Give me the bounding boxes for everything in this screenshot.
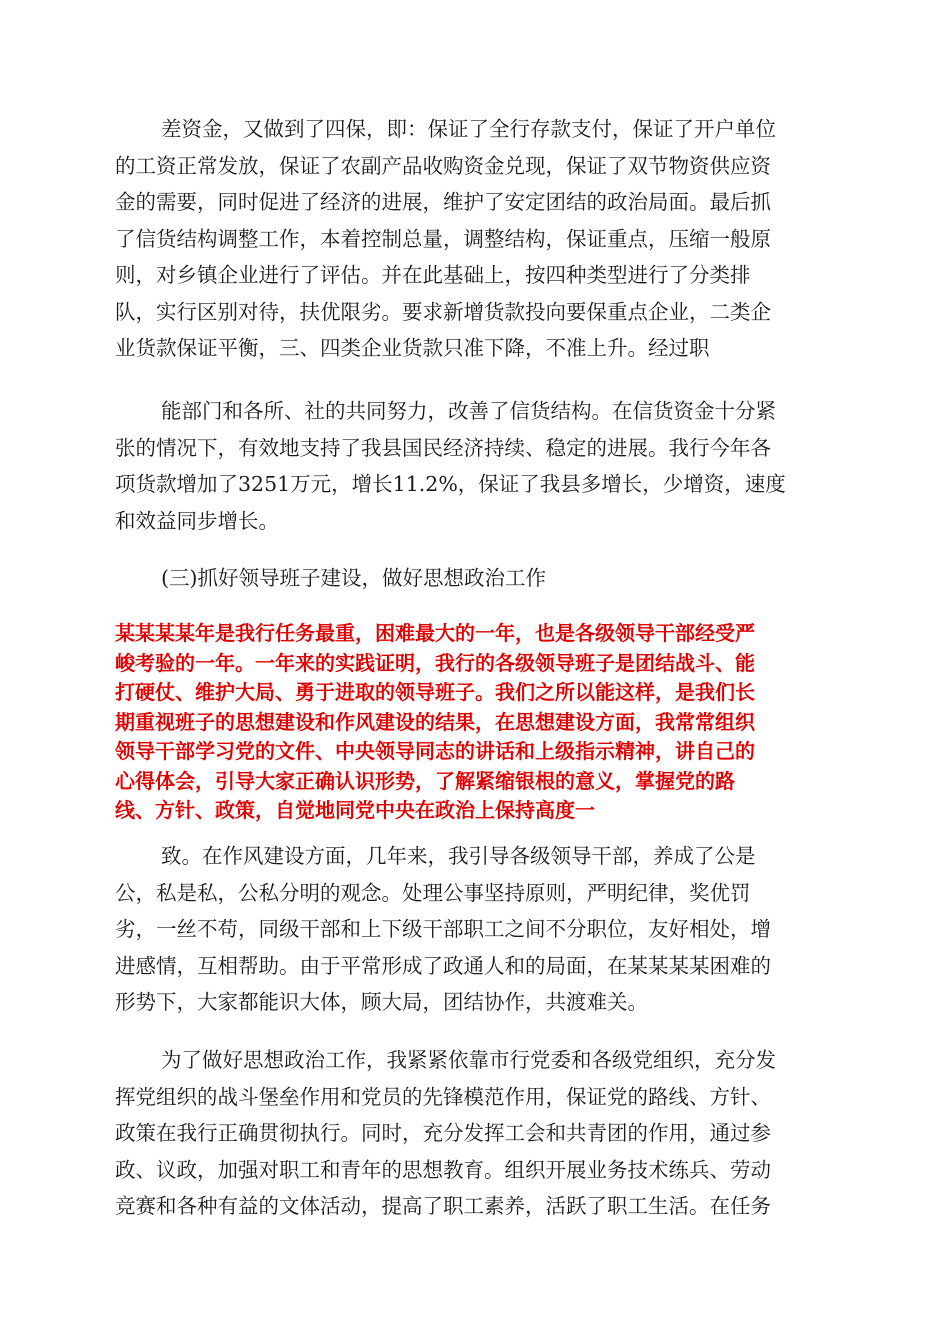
text-line: 形势下，大家都能识大体，顾大局，团结协作，共渡难关。 xyxy=(115,990,648,1014)
section-heading-text: (三)抓好领导班子建设，做好思想政治工作 xyxy=(161,566,546,590)
paragraph-funds-four-guarantees xyxy=(115,111,835,367)
text-line: 金的需要，同时促进了经济的进展，维护了安定团结的政治局面。最后抓 xyxy=(115,190,771,214)
text-line: 某某某某年是我行任务最重，困难最大的一年，也是各级领导干部经受严 xyxy=(115,621,755,645)
text-line: 项货款增加了3251万元，增长11.2%，保证了我县多增长，少增资，速度 xyxy=(115,472,786,496)
text-line: 的工资正常发放，保证了农副产品收购资金兑现，保证了双节物资供应资 xyxy=(115,153,771,178)
text-line: 劣，一丝不苟，同级干部和上下级干部职工之间不分职位，友好相处，增 xyxy=(115,917,771,941)
text-line: 期重视班子的思想建设和作风建设的结果，在思想建设方面，我常常组织 xyxy=(115,709,755,734)
text-line: 打硬仗、维护大局、勇于进取的领导班子。我们之所以能这样，是我们长 xyxy=(115,680,755,704)
text-line: 致。在作风建设方面，几年来，我引导各级领导干部，养成了公是 xyxy=(161,844,756,868)
text-line: 政策在我行正确贯彻执行。同时，充分发挥工会和共青团的作用，通过参 xyxy=(115,1121,771,1145)
paragraph-work-style xyxy=(115,838,835,1021)
section-heading xyxy=(115,560,835,597)
text-line: 能部门和各所、社的共同努力，改善了信货结构。在信货资金十分紧 xyxy=(161,399,776,423)
text-line: 线、方针、政策，自觉地同党中央在政治上保持高度一 xyxy=(115,798,595,822)
highlighted-paragraph xyxy=(115,619,835,826)
text-line: 峻考验的一年。一年来的实践证明，我行的各级领导班子是团结战斗、能 xyxy=(115,650,755,675)
paragraph-credit-structure xyxy=(115,393,835,539)
text-line: 政、议政，加强对职工和青年的思想教育。组织开展业务技术练兵、劳动 xyxy=(115,1157,771,1182)
text-line: 挥党组织的战斗堡垒作用和党员的先锋模范作用，保证党的路线、方针、 xyxy=(115,1084,771,1109)
text-line: 领导干部学习党的文件、中央领导同志的讲话和上级指示精神，讲自己的 xyxy=(115,739,755,763)
text-line: 和效益同步增长。 xyxy=(115,508,279,533)
text-line: 为了做好思想政治工作，我紧紧依靠市行党委和各级党组织，充分发 xyxy=(161,1048,776,1072)
text-line: 差资金，又做到了四保，即：保证了全行存款支付，保证了开户单位 xyxy=(161,117,776,141)
text-line: 竞赛和各种有益的文体活动，提高了职工素养，活跃了职工生活。在任务 xyxy=(115,1194,771,1218)
text-line: 进感情，互相帮助。由于平常形成了政通人和的局面，在某某某某困难的 xyxy=(115,953,771,978)
text-line: 则，对乡镇企业进行了评估。并在此基础上，按四种类型进行了分类排 xyxy=(115,263,751,287)
text-line: 公，私是私，公私分明的观念。处理公事坚持原则，严明纪律，奖优罚 xyxy=(115,880,751,905)
text-line: 业货款保证平衡，三、四类企业货款只准下降，不准上升。经过职 xyxy=(115,336,710,360)
text-line: 队，实行区别对待，扶优限劣。要求新增货款投向要保重点企业，二类企 xyxy=(115,299,771,324)
text-line: 心得体会，引导大家正确认识形势，了解紧缩银根的意义，掌握党的路 xyxy=(115,768,735,793)
paragraph-political-work xyxy=(115,1042,835,1225)
text-line: 张的情况下，有效地支持了我县国民经济持续、稳定的进展。我行今年各 xyxy=(115,435,771,460)
text-line: 了信货结构调整工作，本着控制总量，调整结构，保证重点，压缩一般原 xyxy=(115,226,771,251)
